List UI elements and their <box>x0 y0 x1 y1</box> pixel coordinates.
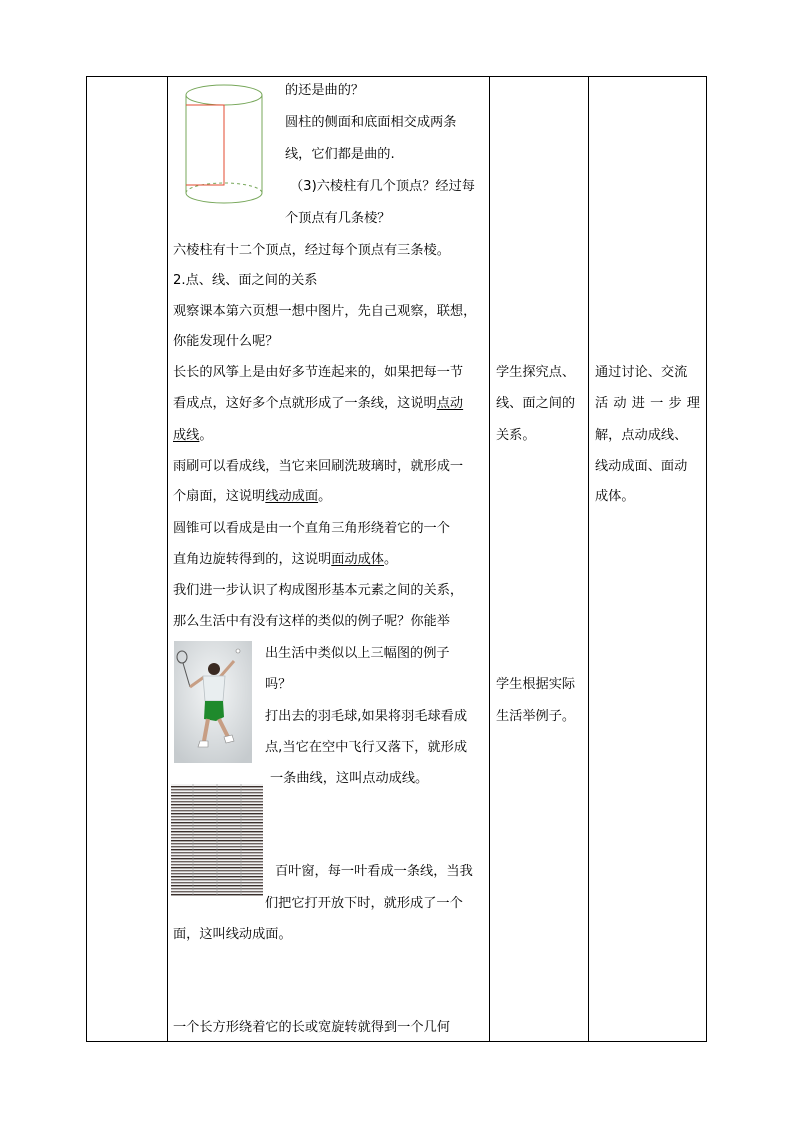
text-line: 那么生活中有没有这样的类似的例子呢？你能举 <box>173 614 450 629</box>
section-heading: 2.点、线、面之间的关系 <box>173 273 318 288</box>
text-line: 百叶窗，每一叶看成一条线，当我 <box>275 864 473 879</box>
text-span: 直角边旋转得到的，这说明 <box>173 552 332 567</box>
text-line: 的还是曲的？ <box>285 83 365 98</box>
lesson-table <box>86 76 707 1042</box>
text-line: 学生根据实际 <box>496 677 576 692</box>
text-span: 。 <box>199 428 213 443</box>
underlined-term: 成线 <box>173 428 200 443</box>
text-line: 面，这叫线动成面。 <box>173 927 292 942</box>
text-span: 。 <box>318 489 332 504</box>
design-intent-cell <box>589 77 708 1041</box>
text-line: 解，点动成线、 <box>595 428 688 443</box>
text-line: （3)六棱柱有几个顶点？经过每 <box>290 179 475 194</box>
text-line: 吗？ <box>265 677 292 692</box>
text-line: 生活举例子。 <box>496 709 576 724</box>
text-line: 一条曲线，这叫点动成线。 <box>270 771 429 786</box>
text-line: 线、面之间的 <box>496 396 576 411</box>
underlined-term: 点动 <box>436 396 464 411</box>
text-line: 线动成面、面动 <box>595 459 688 474</box>
content-cell <box>168 77 489 1041</box>
text-line: 观察课本第六页想一想中图片，先自己观察，联想， <box>173 304 477 319</box>
text-char: 动 <box>613 396 627 411</box>
text-line <box>173 487 331 507</box>
text-line: 我们进一步认识了构成图形基本元素之间的关系， <box>173 583 464 598</box>
text-line: 出生活中类似以上三幅图的例子 <box>265 646 450 661</box>
text-line <box>173 426 213 446</box>
badminton-player-image <box>174 641 252 763</box>
text-line: 打出去的羽毛球,如果将羽毛球看成 <box>265 709 468 724</box>
text-char: 一 <box>650 396 664 411</box>
text-span: 看成点，这好多个点就形成了一条线，这说明 <box>173 396 437 411</box>
text-char: 步 <box>668 396 682 411</box>
student-activity-cell <box>490 77 588 1041</box>
text-line: 成体。 <box>595 489 635 504</box>
text-line: 长长的风筝上是由好多节连起来的，如果把每一节 <box>173 365 464 380</box>
text-line: 关系。 <box>496 428 536 443</box>
text-span: 。 <box>384 552 398 567</box>
text-line: 雨刷可以看成线，当它来回刷洗玻璃时，就形成一 <box>173 459 464 474</box>
text-line: 线，它们都是曲的. <box>285 147 395 162</box>
text-char: 理 <box>686 396 700 411</box>
text-line: 圆锥可以看成是由一个直角三角形绕着它的一个 <box>173 521 450 536</box>
text-char: 活 <box>595 396 609 411</box>
underlined-term: 线动成面 <box>265 489 319 504</box>
text-line: 点,当它在空中飞行又落下，就形成 <box>265 740 468 755</box>
text-span: 个扇面，这说明 <box>173 489 266 504</box>
text-line: 们把它打开放下时，就形成了一个 <box>265 896 463 911</box>
text-line: 学生探究点、 <box>496 365 576 380</box>
text-line: 一个长方形绕着它的长或宽旋转就得到一个几何 <box>173 1020 450 1035</box>
text-line <box>173 550 397 570</box>
text-line <box>173 394 463 414</box>
text-char: 进 <box>631 396 645 411</box>
text-line <box>595 394 700 414</box>
text-line: 圆柱的侧面和底面相交成两条 <box>285 115 457 130</box>
window-blinds-image <box>171 784 263 896</box>
text-line: 个顶点有几条棱？ <box>285 211 391 226</box>
text-line: 通过讨论、交流 <box>595 365 688 380</box>
cylinder-figure <box>184 81 268 209</box>
text-line: 六棱柱有十二个顶点，经过每个顶点有三条棱。 <box>173 243 450 258</box>
underlined-term: 面动成体 <box>331 552 384 567</box>
text-line: 你能发现什么呢？ <box>173 334 279 349</box>
